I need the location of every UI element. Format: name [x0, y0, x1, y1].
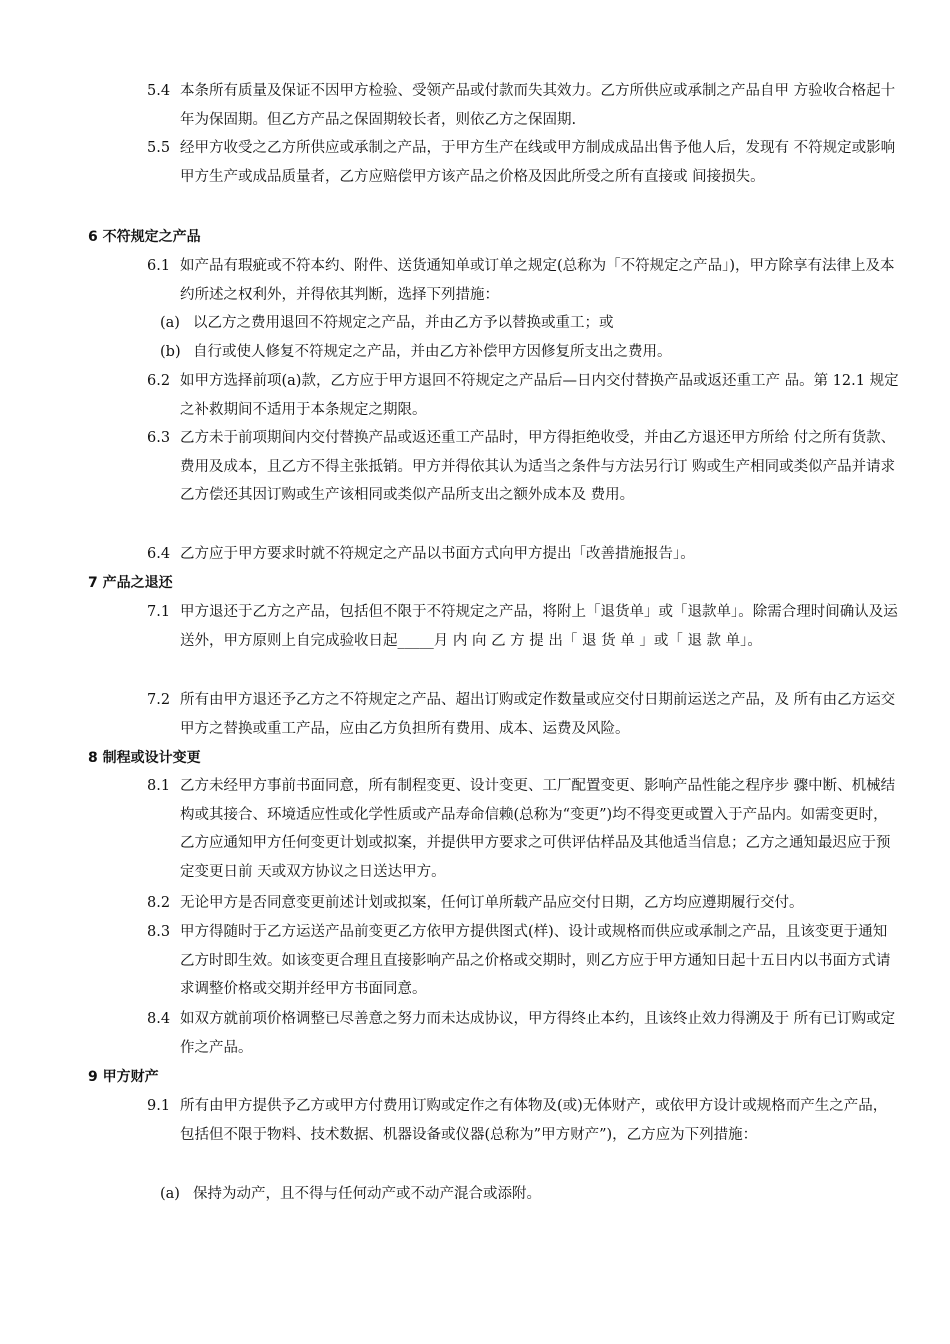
- section-heading-7: 7 产品之退还: [88, 575, 173, 591]
- clause-number: 8.3: [147, 924, 171, 940]
- clause-text: 乙方应于甲方要求时就不符规定之产品以书面方式向甲方提出「改善措施报告」。: [180, 546, 695, 562]
- clause-6-4: [147, 540, 901, 569]
- clause-number: 8.1: [147, 778, 171, 794]
- clause-number: 6.4: [147, 546, 171, 562]
- item-6-1-a: [160, 309, 860, 338]
- clause-text: 无论甲方是否同意变更前述计划或拟案，任何订单所载产品应交付日期，乙方均应遵期履行交付。: [180, 895, 804, 911]
- clause-text: 经甲方收受之乙方所供应或承制之产品，于甲方生产在线或甲方制成成品出售予他人后，发现有 不符规定或影响甲方生产或成品质量者，乙方应赔偿甲方该产品之价格及因此所受之所有直接或 间接损失。: [180, 140, 896, 185]
- clause-text: 所有由甲方提供予乙方或甲方付费用订购或定作之有体物及(或)无体财产，或依甲方设计或规格而产生之产品，包括但不限于物料、技术数据、机器设备或仪器(总称为”甲方财产”)，乙方应为下列措施：: [180, 1098, 888, 1143]
- clause-text: 甲方退还于乙方之产品，包括但不限于不符规定之产品，将附上「退货单」或「退款单」。除需合理时间确认及运送外，甲方原则上自完成验收日起_____月 内 向 乙 方 提 出「 退 货 单 」或「 退 款 单」。: [180, 604, 898, 649]
- item-number: (a): [160, 315, 180, 331]
- item-text: 自行或使人修复不符规定之产品，并由乙方补偿甲方因修复所支出之费用。: [193, 344, 672, 360]
- clause-9-1: [147, 1092, 901, 1149]
- clause-5-4: [147, 77, 901, 134]
- clause-number: 8.2: [147, 895, 171, 911]
- item-number: (b): [160, 344, 181, 360]
- section-heading-8: 8 制程或设计变更: [88, 750, 201, 766]
- item-text: 保持为动产，且不得与任何动产或不动产混合或添附。: [193, 1186, 541, 1202]
- clause-number: 6.2: [147, 373, 171, 389]
- clause-6-1: [147, 252, 901, 309]
- clause-8-4: [147, 1005, 901, 1062]
- clause-text: 乙方未于前项期间内交付替换产品或返还重工产品时，甲方得拒绝收受，并由乙方退还甲方所给 付之所有货款、费用及成本，且乙方不得主张抵销。甲方并得依其认为适当之条件与方法另行订 购或生产相同或类似产品并请求乙方偿还其因订购或生产该相同或类似产品所支出之额外成本及 费用。: [180, 430, 896, 503]
- section-heading-6: 6 不符规定之产品: [88, 229, 201, 245]
- item-6-1-b: [160, 338, 860, 367]
- clause-number: 5.5: [147, 140, 171, 156]
- clause-text: 如甲方选择前项(a)款，乙方应于甲方退回不符规定之产品后—日内交付替换产品或返还重工产 品。第 12.1 规定之补救期间不适用于本条规定之期限。: [180, 373, 899, 418]
- clause-number: 9.1: [147, 1098, 171, 1114]
- clause-text: 本条所有质量及保证不因甲方检验、受领产品或付款而失其效力。乙方所供应或承制之产品自甲 方验收合格起十年为保固期。但乙方产品之保固期较长者，则依乙方之保固期.: [180, 83, 896, 128]
- clause-text: 如产品有瑕疵或不符本约、附件、送货通知单或订单之规定(总称为「不符规定之产品」)，甲方除享有法律上及本约所述之权利外，并得依其判断，选择下列措施：: [180, 258, 895, 303]
- clause-5-5: [147, 134, 901, 191]
- clause-number: 7.1: [147, 604, 171, 620]
- clause-7-1: [147, 598, 901, 655]
- clause-8-3: [147, 918, 901, 1004]
- clause-number: 8.4: [147, 1011, 171, 1027]
- clause-7-2: [147, 686, 901, 743]
- item-number: (a): [160, 1186, 180, 1202]
- clause-number: 5.4: [147, 83, 171, 99]
- clause-text: 乙方未经甲方事前书面同意，所有制程变更、设计变更、工厂配置变更、影响产品性能之程序步 骤中断、机械结构或其接合、环境适应性或化学性质或产品寿命信赖(总称为“变更”)均不得变更或置入于产品内。如需变更时，乙方应通知甲方任何变更计划或拟案，并提供甲方要求之可供评估样品及其他适当信息；乙方之通知最迟应于预定变更日前 天或双方协议之日送达甲方。: [180, 778, 896, 880]
- item-9-1-a: [160, 1180, 860, 1209]
- clause-8-2: [147, 889, 901, 918]
- clause-6-2: [147, 367, 901, 424]
- clause-text: 如双方就前项价格调整已尽善意之努力而未达成协议，甲方得终止本约，且该终止效力得溯及于 所有已订购或定作之产品。: [180, 1011, 896, 1056]
- clause-6-3: [147, 424, 901, 510]
- clause-number: 6.1: [147, 258, 171, 274]
- section-heading-9: 9 甲方财产: [88, 1069, 159, 1085]
- item-text: 以乙方之费用退回不符规定之产品，并由乙方予以替换或重工；或: [193, 315, 614, 331]
- clause-number: 7.2: [147, 692, 171, 708]
- clause-text: 所有由甲方退还予乙方之不符规定之产品、超出订购或定作数量或应交付日期前运送之产品，及 所有由乙方运交甲方之替换或重工产品，应由乙方负担所有费用、成本、运费及风险。: [180, 692, 896, 737]
- clause-8-1: [147, 772, 901, 886]
- clause-text: 甲方得随时于乙方运送产品前变更乙方依甲方提供图式(样)、设计或规格而供应或承制之产品，且该变更于通知乙方时即生效。如该变更合理且直接影响产品之价格或交期时，则乙方应于甲方通知日起十五日内以书面方式请求调整价格或交期并经甲方书面同意。: [180, 924, 891, 997]
- clause-number: 6.3: [147, 430, 171, 446]
